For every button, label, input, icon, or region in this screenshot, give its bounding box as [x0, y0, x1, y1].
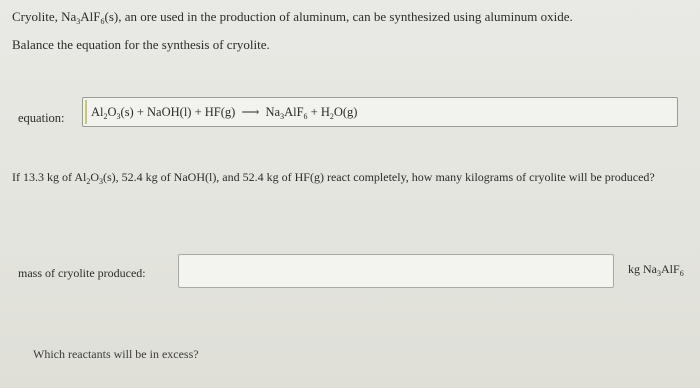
unit-sub: 6 [679, 269, 684, 278]
intro-text: (s), an ore used in the production of aluminum, can be synthesized using aluminum oxide. [104, 9, 573, 24]
problem-part: (s), 52.4 kg of NaOH(l), and 52.4 kg of HF(g) react completely, how many kilograms of cryolite will be produced? [103, 170, 655, 184]
eq-sub: 3 [280, 112, 285, 121]
question-intro [12, 9, 573, 30]
equation-field[interactable] [82, 97, 678, 127]
eq-part: AlF [284, 105, 304, 119]
mass-unit [628, 262, 684, 278]
intro-subscript: 6 [100, 17, 105, 26]
mass-label: mass of cryolite produced: [18, 266, 146, 280]
eq-part: O [107, 105, 117, 119]
unit-part: kg Na [628, 262, 657, 276]
problem-text [12, 170, 672, 189]
eq-sub: 3 [116, 112, 121, 121]
intro-text: Cryolite, Na [12, 9, 77, 24]
reaction-arrow-icon: ⟶ [241, 105, 260, 119]
eq-sub: 2 [329, 112, 334, 121]
problem-part: O [90, 170, 99, 184]
unit-sub: 3 [657, 269, 661, 278]
mass-input[interactable] [178, 254, 614, 288]
eq-sub: 6 [303, 112, 308, 121]
eq-part: O(g) [333, 105, 358, 119]
equation-text [91, 104, 357, 121]
unit-part: AlF [661, 262, 680, 276]
instruction: Balance the equation for the synthesis of cryolite. [12, 37, 270, 52]
problem-sub: 3 [99, 177, 103, 186]
intro-text: AlF [80, 9, 101, 24]
eq-sub: 2 [103, 112, 108, 121]
eq-part: Na [265, 105, 281, 119]
problem-part: If 13.3 kg of Al [12, 170, 87, 184]
eq-part: Al [91, 105, 104, 119]
intro-subscript: 3 [76, 17, 81, 26]
equation-label: equation: [18, 111, 65, 125]
eq-part: + H [310, 105, 330, 119]
eq-part: (s) + NaOH(l) + HF(g) [120, 105, 236, 119]
excess-question: Which reactants will be in excess? [33, 347, 199, 361]
problem-sub: 2 [86, 177, 91, 186]
